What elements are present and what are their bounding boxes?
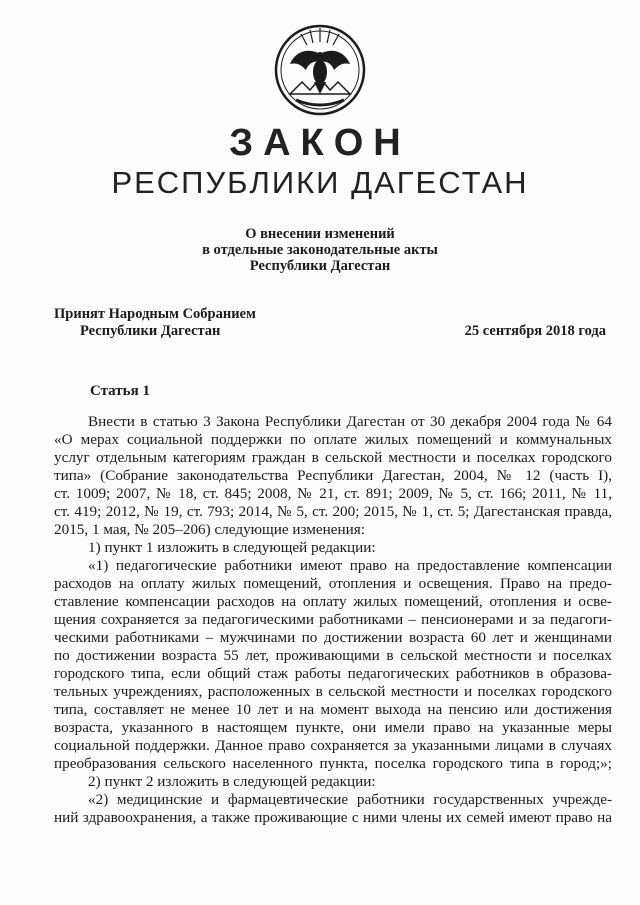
text-line: возраста, указанного в настоящем пункте, они имели право на указанные меры <box>54 719 612 736</box>
text-line: типа» (Собрание законодательства Республики Дагестан, 2004, № 12 (часть I), <box>54 467 612 484</box>
text-line: 2015, 1 мая, № 205–206) следующие изменения: <box>54 521 365 538</box>
subject-line: Республики Дагестан <box>249 258 391 274</box>
text-line: Внести в статью 3 Закона Республики Дагестан от 30 декабря 2004 года № 64 <box>88 413 612 430</box>
adoption-line: Республики Дагестан <box>80 323 221 339</box>
text-line: «О мерах социальной поддержки по оплате жилых помещений и коммунальных <box>54 431 612 448</box>
dagestan-coat-of-arms-icon <box>272 20 368 120</box>
text-line: преобразования сельского населенного пункта, поселка городского типа в город;»; <box>54 755 612 772</box>
text-line: 1) пункт 1 изложить в следующей редакции: <box>88 539 376 556</box>
text-line: ст. 1009; 2007, № 18, ст. 845; 2008, № 21, ст. 891; 2009, № 5, ст. 166; 2011, № 11, <box>54 485 612 502</box>
text-line: расходов на оплату жилых помещений, отопления и освещения. Право на предо- <box>54 575 612 592</box>
text-line: 2) пункт 2 изложить в следующей редакции: <box>88 773 376 790</box>
text-line: типа, составляет не менее 10 лет и на момент выхода на пенсию или достижения <box>54 701 612 718</box>
text-line: тельных учреждениях, расположенных в сельской местности и поселках городского <box>54 683 612 700</box>
text-line: щения сохраняется за педагогическими работниками – пенсионерами и за педагоги- <box>54 611 612 628</box>
text-line: социальной поддержки. Данное право сохраняется за указанными лицами в случаях <box>54 737 612 754</box>
subject-line: в отдельные законодательные акты <box>202 242 438 258</box>
law-subject <box>0 226 640 274</box>
document-subtitle: РЕСПУБЛИКИ ДАГЕСТАН <box>111 165 529 200</box>
text-line: городского типа, если общий стаж работы педагогических работников в образова- <box>54 665 612 682</box>
text-line: «1) педагогические работники имеют право на предоставление компенсации <box>88 557 612 574</box>
adoption-date: 25 сентября 2018 года <box>464 323 606 339</box>
text-line: ст. 419; 2012, № 19, ст. 793; 2014, № 5, ст. 200; 2015, № 1, ст. 5; Дагестанская правда, <box>54 503 612 520</box>
text-line: услуг отдельным категориям граждан в сельской местности и поселках городского <box>54 449 612 466</box>
text-line: ний здравоохранения, а также проживающие с ними члены их семей имеют право на <box>54 809 612 826</box>
text-line: «2) медицинские и фармацевтические работники государственных учрежде- <box>88 791 612 808</box>
article-heading: Статья 1 <box>90 383 150 399</box>
text-line: по достижении возраста 55 лет, проживающими в сельской местности и поселках <box>54 647 612 664</box>
document-title: ЗАКОН <box>229 122 411 164</box>
adoption-line: Принят Народным Собранием <box>54 306 256 322</box>
subject-line: О внесении изменений <box>245 226 395 242</box>
text-line: ческими работниками – мужчинами по достижении возраста 60 лет и женщинами <box>54 629 612 646</box>
text-line: ставление компенсации расходов на оплату жилых помещений, отопления и осве- <box>54 593 612 610</box>
article-body <box>54 413 612 827</box>
